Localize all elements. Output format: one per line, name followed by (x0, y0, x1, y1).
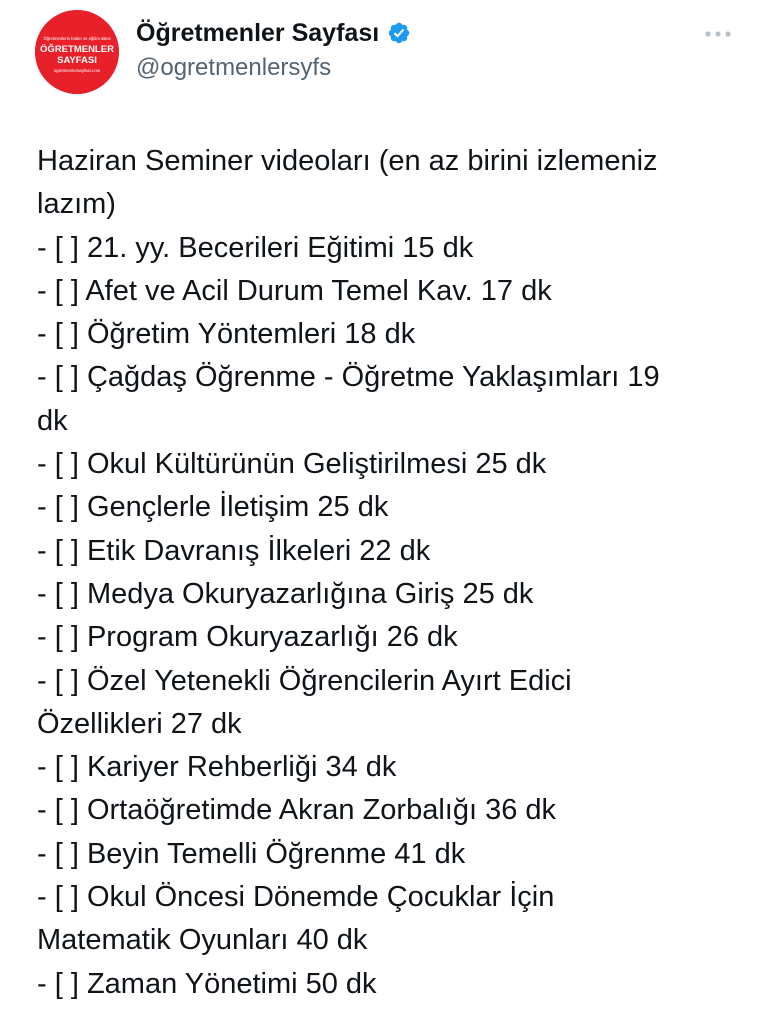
more-dots-icon (704, 30, 732, 38)
tweet-line: - [ ] Ortaöğretimde Akran Zorbalığı 36 dk (37, 794, 557, 827)
display-name[interactable]: Öğretmenler Sayfası (136, 18, 380, 47)
verified-badge-icon (387, 21, 411, 45)
avatar[interactable] (35, 10, 119, 94)
avatar-logo-line2: SAYFASI (57, 55, 97, 66)
avatar-logo-line1: ÖĞRETMENLER (40, 44, 114, 55)
more-options-button[interactable] (700, 22, 736, 46)
author-name-row (136, 16, 411, 50)
tweet-line: - [ ] Beyin Temelli Öğrenme 41 dk (37, 837, 466, 870)
tweet-line: lazım) (37, 188, 116, 221)
tweet-line: - [ ] Gençlerle İletişim 25 dk (37, 491, 389, 524)
tweet-line: Özellikleri 27 dk (37, 707, 242, 740)
tweet-line: dk (37, 404, 68, 437)
account-handle[interactable]: @ogretmenlersyfs (136, 54, 332, 81)
avatar-logo (35, 10, 119, 94)
tweet-line: - [ ] Özel Yetenekli Öğrencilerin Ayırt Edici (37, 664, 572, 697)
tweet-line: - [ ] Okul Öncesi Dönemde Çocuklar İçin (37, 881, 555, 914)
tweet-line: - [ ] Kariyer Rehberliği 34 dk (37, 751, 397, 784)
tweet-text (37, 140, 737, 1006)
tweet-line: - [ ] Etik Davranış İlkeleri 22 dk (37, 534, 431, 567)
tweet-line: - [ ] Okul Kültürünün Geliştirilmesi 25 dk (37, 448, 547, 481)
tweet-line: - [ ] 21. yy. Becerileri Eğitimi 15 dk (37, 231, 474, 264)
avatar-tagline: Öğretmenlerin haber ve eğitim sitesi (43, 36, 111, 41)
tweet-line: - [ ] Program Okuryazarlığı 26 dk (37, 621, 458, 654)
tweet-line: - [ ] Afet ve Acil Durum Temel Kav. 17 dk (37, 274, 552, 307)
tweet-line: - [ ] Öğretim Yöntemleri 18 dk (37, 318, 416, 351)
tweet-line: Matematik Oyunları 40 dk (37, 924, 368, 957)
tweet-line: - [ ] Zaman Yönetimi 50 dk (37, 967, 377, 1000)
tweet-line: - [ ] Medya Okuryazarlığına Giriş 25 dk (37, 577, 534, 610)
avatar-website: ogretmenlersayfasi.com (53, 68, 101, 73)
tweet-line: Haziran Seminer videoları (en az birini izlemeniz (37, 145, 658, 177)
tweet-line: - [ ] Çağdaş Öğrenme - Öğretme Yaklaşımları 19 (37, 361, 660, 394)
